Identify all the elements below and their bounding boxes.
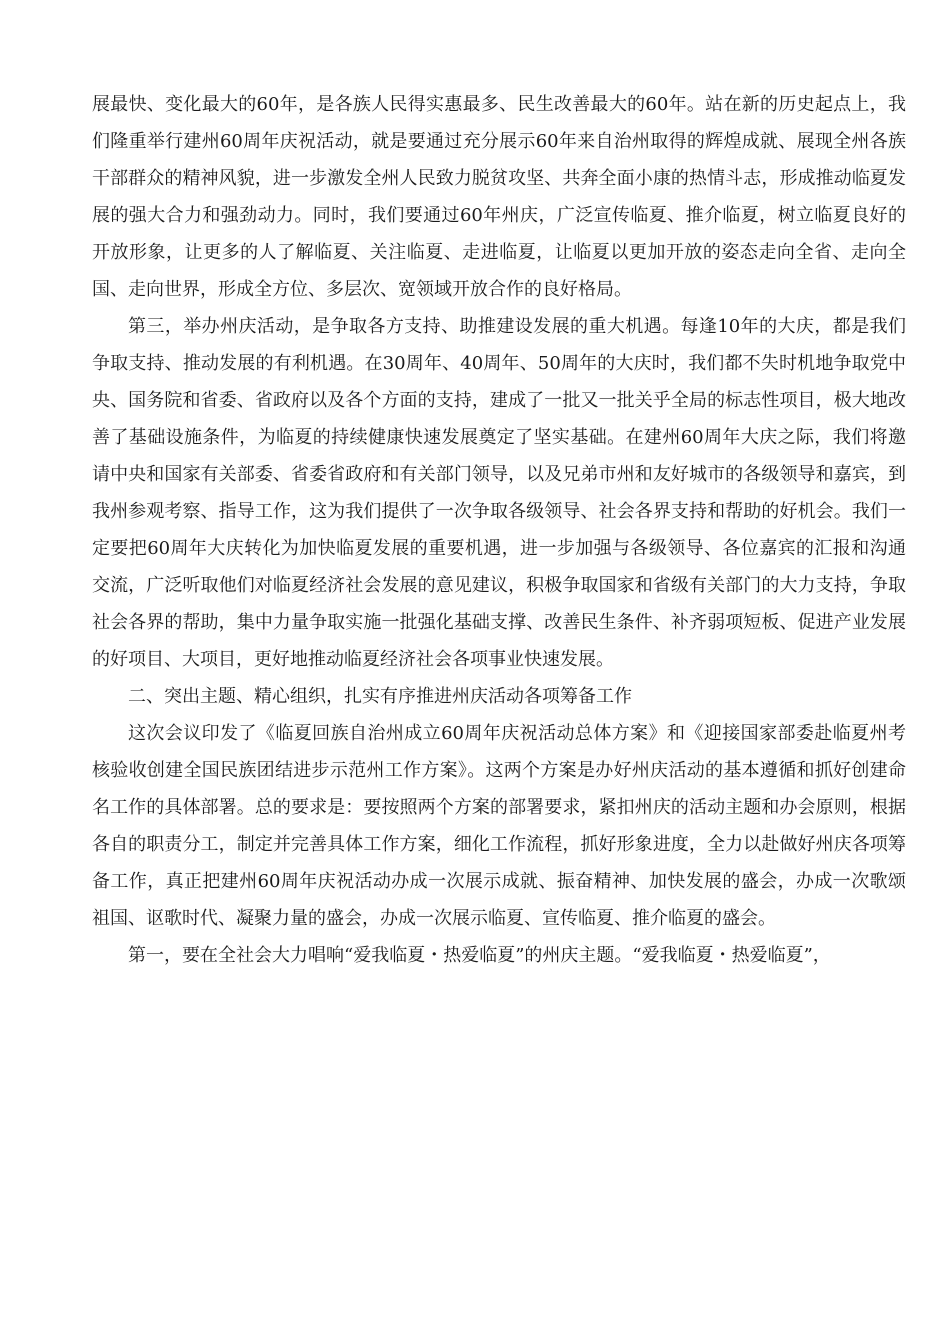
paragraph-4: 第一，要在全社会大力唱响“爱我临夏・热爱临夏”的州庆主题。“爱我临夏・热爱临夏”， (128, 945, 831, 966)
paragraph-1: 展最快、变化最大的60年，是各族人民得实惠最多、民生改善最大的60年。站在新的历史起点上，我们隆重举行建州60周年庆祝活动，就是要通过充分展示60年来自治州取得的辉煌成就、展现全州各族干部群众的精神风貌，进一步激发全州人民致力脱贫攻坚、共奔全面小康的热情斗志，形成推动临夏发展的强大合力和强劲动力。同时，我们要通过60年州庆，广泛宣传临夏、推介临夏，树立临夏良好的开放形象，让更多的人了解临夏、关注临夏、走进临夏，让临夏以更加开放的姿态走向全省、走向全国、走向世界，形成全方位、多层次、宽领域开放合作的良好格局。 (92, 94, 906, 300)
paragraph-2: 第三，举办州庆活动，是争取各方支持、助推建设发展的重大机遇。每逢10年的大庆，都是我们争取支持、推动发展的有利机遇。在30周年、40周年、50周年的大庆时，我们都不失时机地争取党中央、国务院和省委、省政府以及各个方面的支持，建成了一批又一批关乎全局的标志性项目，极大地改善了基础设施条件，为临夏的持续健康快速发展奠定了坚实基础。在建州60周年大庆之际，我们将邀请中央和国家有关部委、省委省政府和有关部门领导，以及兄弟市州和友好城市的各级领导和嘉宾，到我州参观考察、指导工作，这为我们提供了一次争取各级领导、社会各界支持和帮助的好机会。我们一定要把60周年大庆转化为加快临夏发展的重要机遇，进一步加强与各级领导、各位嘉宾的汇报和沟通交流，广泛听取他们对临夏经济社会发展的意见建议，积极争取国家和省级有关部门的大力支持，争取社会各界的帮助，集中力量争取实施一批强化基础支撑、改善民生条件、补齐弱项短板、促进产业发展的好项目、大项目，更好地推动临夏经济社会各项事业快速发展。 (92, 316, 906, 670)
document-body (92, 86, 906, 974)
section-heading: 二、突出主题、精心组织，扎实有序推进州庆活动各项筹备工作 (128, 686, 632, 707)
paragraph-3: 这次会议印发了《临夏回族自治州成立60周年庆祝活动总体方案》和《迎接国家部委赴临夏州考核验收创建全国民族团结进步示范州工作方案》。这两个方案是办好州庆活动的基本遵循和抓好创建命名工作的具体部署。总的要求是：要按照两个方案的部署要求，紧扣州庆的活动主题和办会原则，根据各自的职责分工，制定并完善具体工作方案，细化工作流程，抓好形象进度，全力以赴做好州庆各项筹备工作，真正把建州60周年庆祝活动办成一次展示成就、振奋精神、加快发展的盛会，办成一次歌颂祖国、讴歌时代、凝聚力量的盛会，办成一次展示临夏、宣传临夏、推介临夏的盛会。 (92, 723, 906, 929)
